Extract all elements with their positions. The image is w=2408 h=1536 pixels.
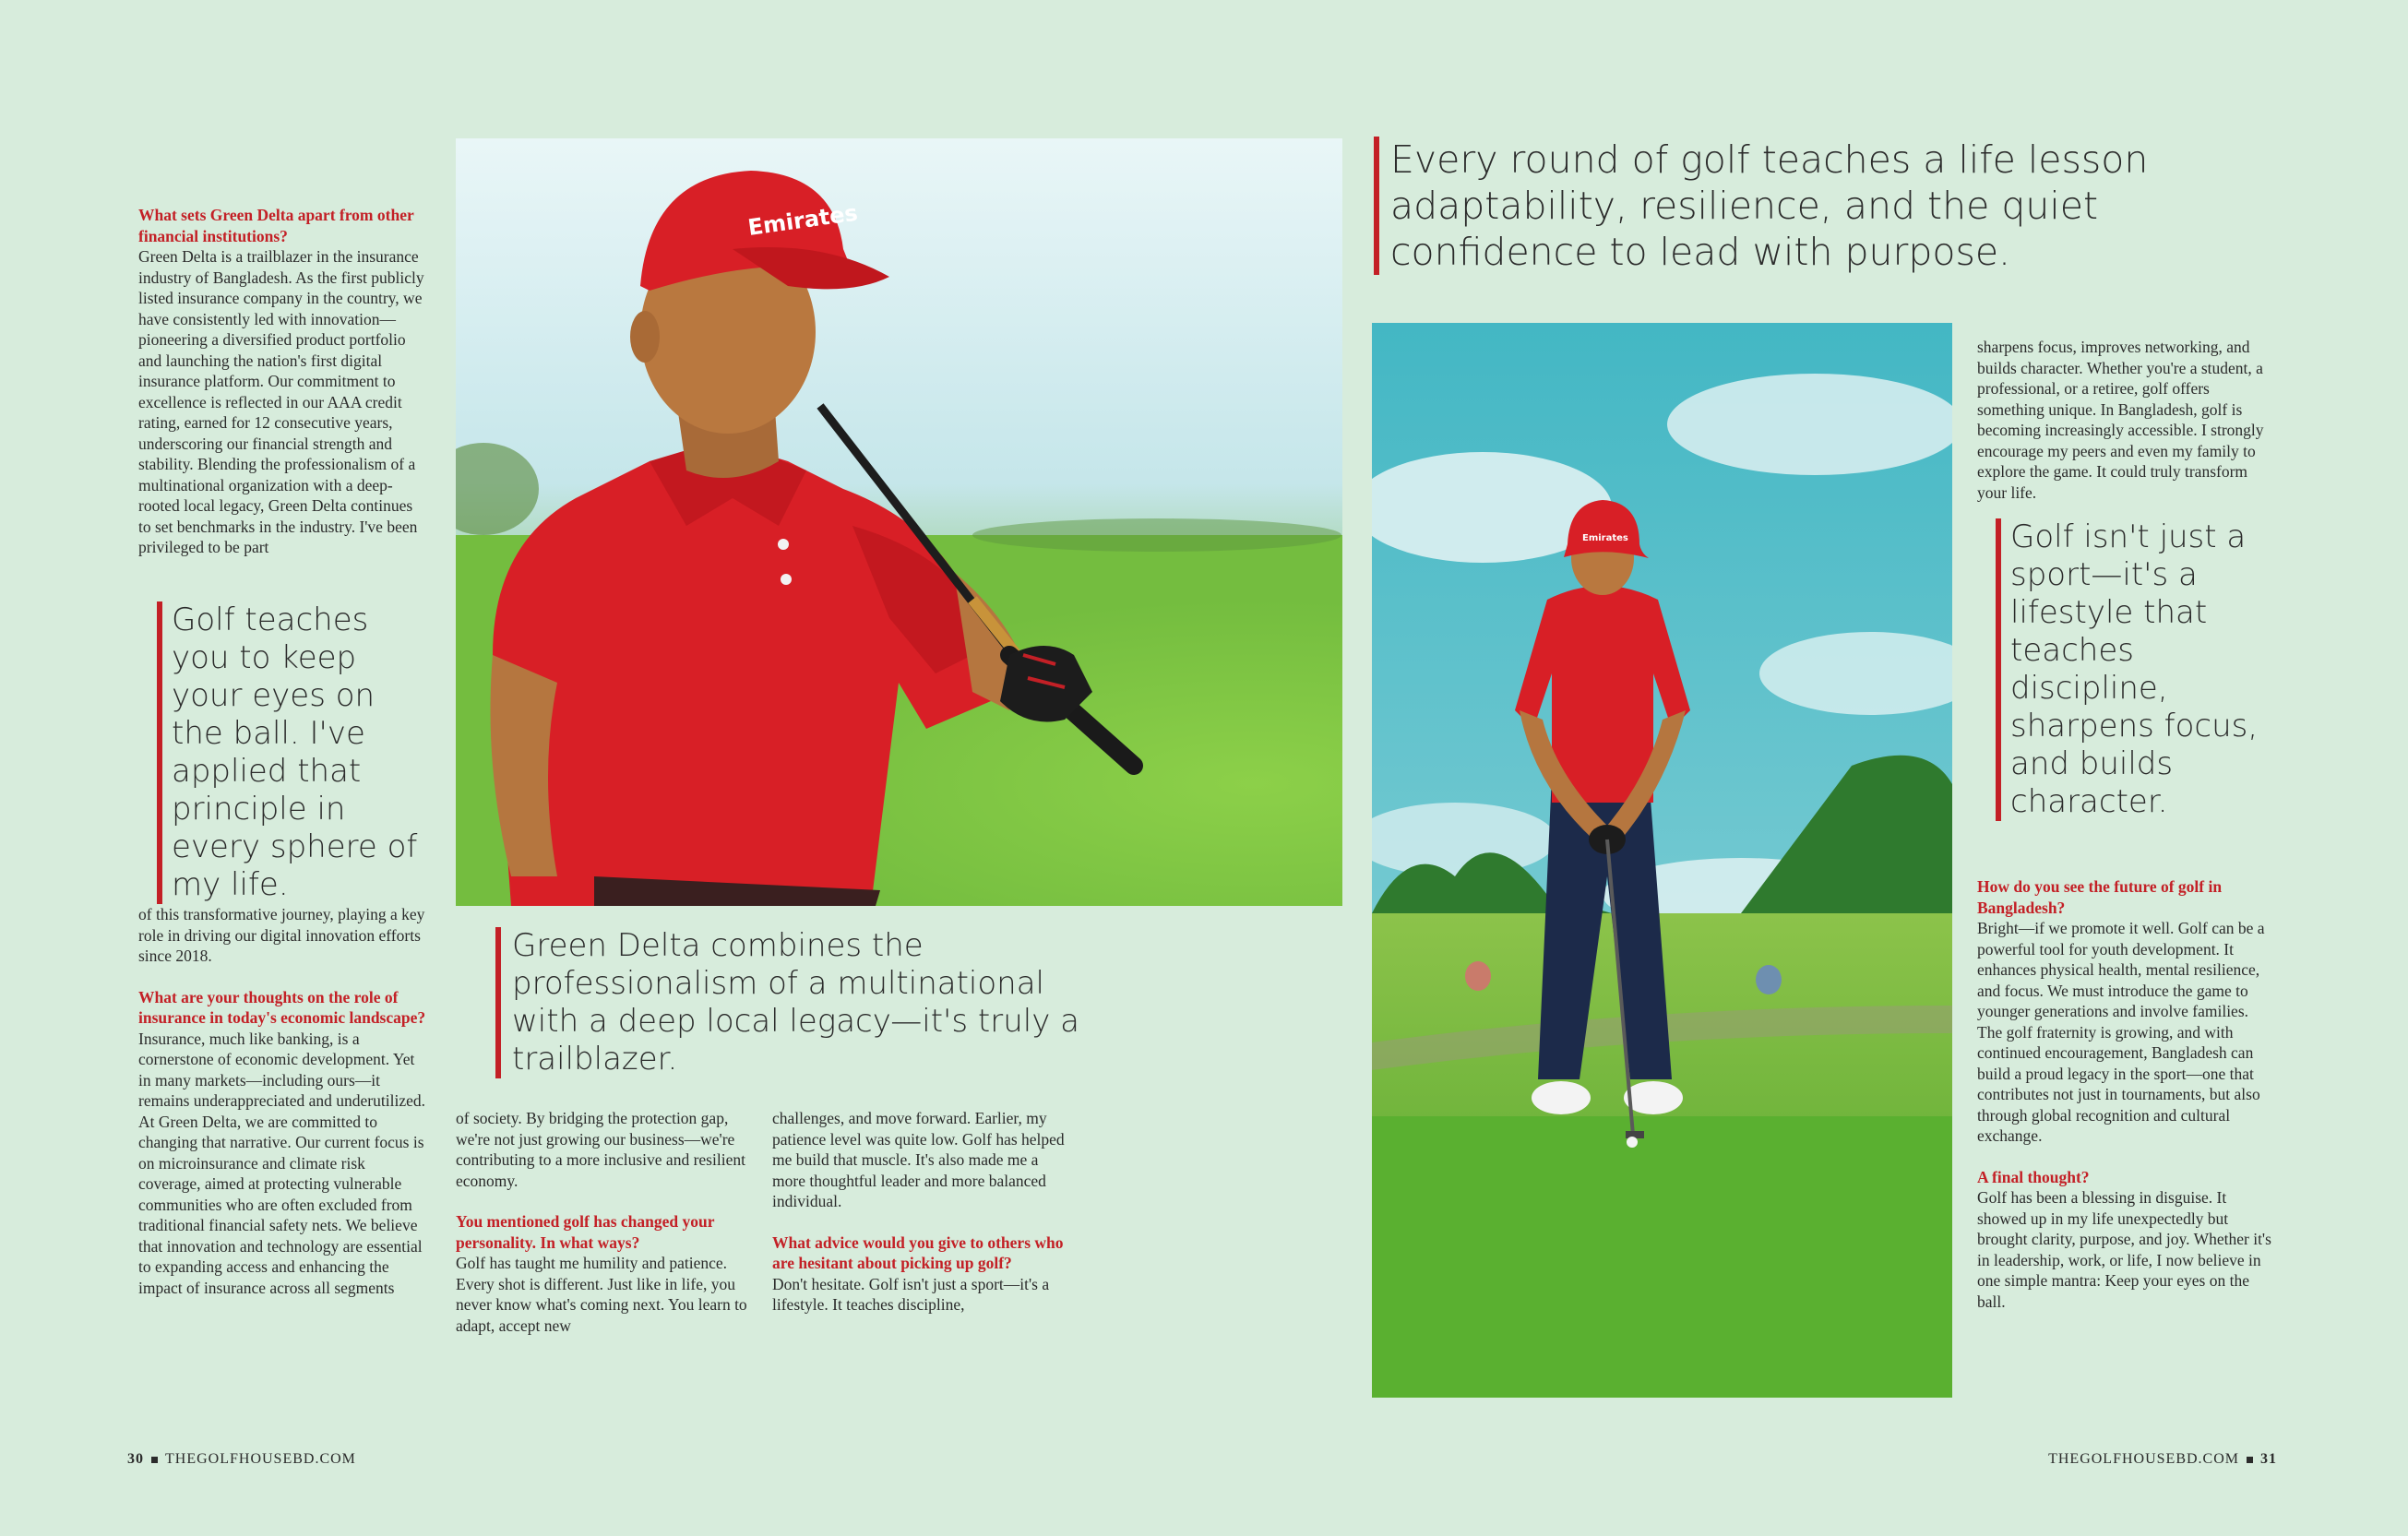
question-heading: You mentioned golf has changed your personality. In what ways?	[456, 1212, 715, 1252]
page-folio-right: THEGOLFHOUSEBD.COM 31	[2048, 1451, 2277, 1467]
answer-text: of this transformative journey, playing a key role in driving our digital innovation efforts since 2018.	[138, 905, 425, 965]
golfer-portrait-illustration	[456, 138, 1342, 906]
pull-quote: Green Delta combines the professionalism of a multinational with a deep local legacy—it's truly a trailblazer.	[495, 927, 1086, 1078]
answer-text: Insurance, much like banking, is a cornerstone of economic development. Yet in many markets—including ours—it remains underappreciated and underutilized. At Green Delta, we are committed to changing that narrative. Our current focus is on microinsurance and climate risk coverage, aimed at protecting vulnerable communities who are often excluded from traditional financial safety nets. We believe that innovation and technology are essential to expanding access and enhancing the impact of insurance across all segments	[138, 1029, 425, 1297]
article-column-4-bottom	[1977, 876, 2274, 1312]
article-column-1-bottom	[138, 904, 426, 1298]
answer-text: sharpens focus, improves networking, and builds character. Whether you're a student, a professional, or a retiree, golf offers something unique. In Bangladesh, golf is becoming increasingly accessible. I strongly encourage my peers and even my family to explore the game. It could truly transform your life.	[1977, 338, 2264, 502]
pull-quote: Every round of golf teaches a life lesson adaptability, resilience, and the quiet confidence to lead with purpose.	[1374, 137, 2186, 275]
golfer-putting-photo	[1372, 323, 1952, 1398]
svg-text:Emirates: Emirates	[1582, 533, 1628, 543]
answer-text: Bright—if we promote it well. Golf can be a powerful tool for youth development. It enhances physical health, mental resilience, and focus. We must introduce the game to younger generations and involve families. The golf fraternity is growing, and with continued encouragement, Bangladesh can build a proud legacy in the sport—one that contributes not just in tournaments, but also through global recognition and cultural exchange.	[1977, 919, 2265, 1145]
question-heading: How do you see the future of golf in Bangladesh?	[1977, 877, 2223, 917]
answer-text: Green Delta is a trailblazer in the insurance industry of Bangladesh. As the first publicly listed insurance company in the country, we have consistently led with innovation—pioneering a diversified product portfolio and launching the nation's first digital insurance platform. Our commitment to excellence is reflected in our AAA credit rating, earned for 12 consecutive years, underscoring our financial strength and stability. Blending the professionalism of a multinational organization with a deep-rooted local legacy, Green Delta continues to set benchmarks in the industry. I've been privileged to be part	[138, 247, 424, 556]
question-heading: What advice would you give to others who are hesitant about picking up golf?	[772, 1232, 1064, 1272]
answer-text: of society. By bridging the protection gap, we're not just growing our business—we're contributing to a more inclusive and resilient economy.	[456, 1109, 745, 1190]
page-folio-left: 30 THEGOLFHOUSEBD.COM	[127, 1451, 356, 1467]
svg-text:Emirates: Emirates	[745, 199, 860, 241]
article-column-2	[456, 1108, 751, 1336]
answer-text: challenges, and move forward. Earlier, my patience level was quite low. Golf has helped me build that muscle. It's also made me a more thoughtful leader and more balanced individual.	[772, 1109, 1065, 1210]
golfer-portrait-photo	[456, 138, 1342, 906]
question-heading: What sets Green Delta apart from other financial institutions?	[138, 206, 414, 245]
pull-quote: Golf isn't just a sport—it's a lifestyle that teaches discipline, sharpens focus, and builds character.	[1996, 518, 2272, 821]
answer-text: Golf has been a blessing in disguise. It showed up in my life unexpectedly but brought clarity, purpose, and joy. Whether it's in leadership, work, or life, I now believe in one simple mantra: Keep your eyes on the ball.	[1977, 1188, 2271, 1311]
article-column-4-top	[1977, 337, 2274, 503]
question-heading: What are your thoughts on the role of insurance in today's economic landscape?	[138, 987, 426, 1027]
question-heading: A final thought?	[1977, 1167, 2090, 1186]
article-column-3	[772, 1108, 1067, 1316]
pull-quote: Golf teaches you to keep your eyes on the ball. I've applied that principle in every sphere of my life.	[157, 601, 434, 904]
article-column-1-top	[138, 205, 426, 558]
golfer-putting-illustration	[1372, 323, 1952, 1398]
answer-text: Don't hesitate. Golf isn't just a sport—it's a lifestyle. It teaches discipline,	[772, 1274, 1050, 1314]
answer-text: Golf has taught me humility and patience. Every shot is different. Just like in life, you never know what's coming next. You learn to adapt, accept new	[456, 1254, 747, 1335]
